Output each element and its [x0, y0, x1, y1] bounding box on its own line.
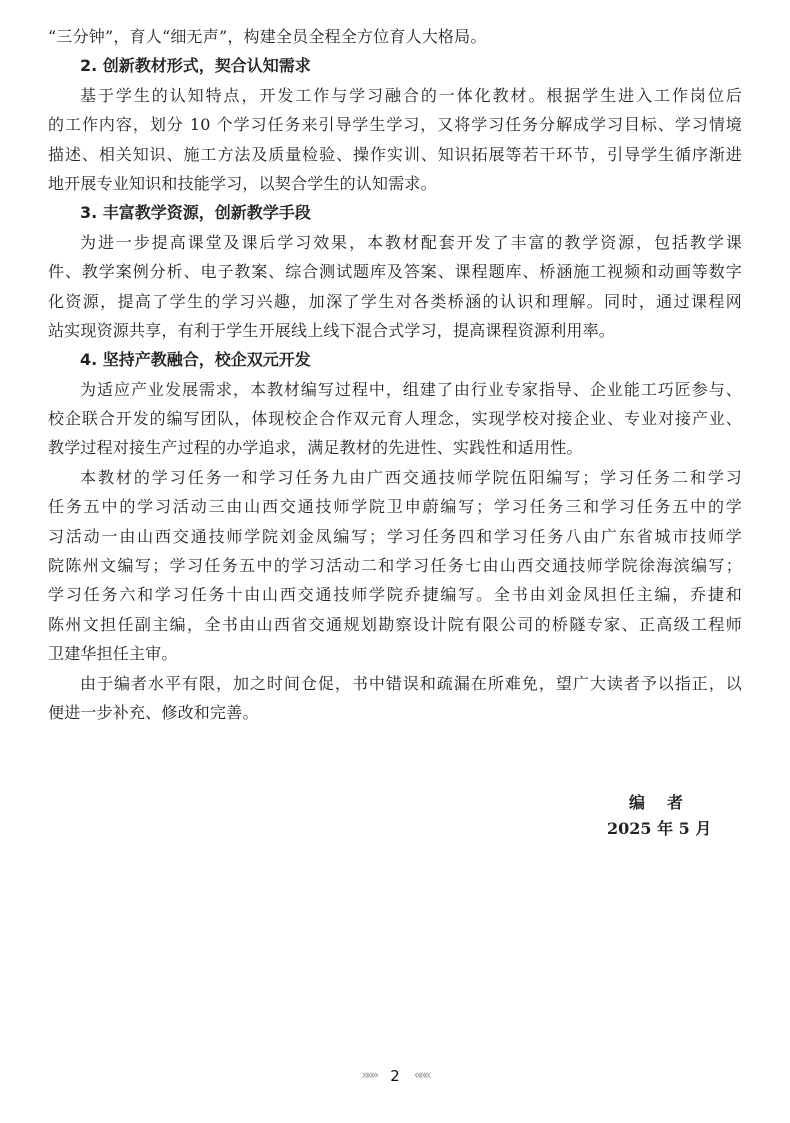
paragraph-line: 院陈州文编写；学习任务五中的学习活动二和学习任务七由山西交通技师学院徐海滨编写；	[48, 556, 742, 576]
signature-block	[607, 790, 727, 842]
section-heading-2: 2. 创新教材形式，契合认知需求	[80, 56, 311, 76]
chevron-right-ornament-icon: »»»	[361, 1068, 377, 1083]
paragraph-line: 地开展专业知识和技能学习，以契合学生的认知需求。	[48, 173, 437, 193]
paragraph-line: 基于学生的认知特点，开发工作与学习融合的一体化教材。根据学生进入工作岗位后	[80, 85, 742, 105]
signature-date: 2025 年 5 月	[607, 819, 712, 838]
section-heading-3: 3. 丰富教学资源，创新教学手段	[80, 203, 311, 223]
paragraph-line: 的工作内容，划分 10 个学习任务来引导学生学习，又将学习任务分解成学习目标、学习情境	[48, 115, 742, 135]
document-body	[48, 22, 742, 727]
paragraph-line: 站实现资源共享，有利于学生开展线上线下混合式学习，提高课程资源利用率。	[48, 320, 616, 340]
paragraph-line: 学习任务六和学习任务十由山西交通技师学院乔捷编写。全书由刘金凤担任主编，乔捷和	[48, 585, 742, 605]
paragraph-line: 件、教学案例分析、电子教案、综合测试题库及答案、课程题库、桥涵施工视频和动画等数字	[48, 262, 742, 282]
page-number: 2	[390, 1067, 400, 1085]
section-heading-4: 4. 坚持产教融合，校企双元开发	[80, 350, 311, 370]
paragraph-line: 描述、相关知识、施工方法及质量检验、操作实训、知识拓展等若干环节，引导学生循序渐进	[48, 144, 742, 164]
paragraph-line: “三分钟”，育人“细无声”，构建全员全程全方位育人大格局。	[48, 27, 487, 46]
paragraph-line: 习活动一由山西交通技师学院刘金凤编写；学习任务四和学习任务八由广东省城市技师学	[48, 526, 742, 546]
paragraph-line: 本教材的学习任务一和学习任务九由广西交通技师学院伍阳编写；学习任务二和学习	[80, 467, 742, 487]
page-footer	[0, 1065, 790, 1087]
paragraph-line: 为适应产业发展需求，本教材编写过程中，组建了由行业专家指导、企业能工巧匠参与、	[80, 379, 742, 399]
paragraph-line: 化资源，提高了学生的学习兴趣，加深了学生对各类桥涵的认识和理解。同时，通过课程网	[48, 291, 742, 311]
paragraph-line: 为进一步提高课堂及课后学习效果，本教材配套开发了丰富的教学资源，包括教学课	[80, 232, 742, 252]
paragraph-line: 由于编者水平有限，加之时间仓促，书中错误和疏漏在所难免，望广大读者予以指正，以	[80, 673, 742, 693]
paragraph-line: 校企联合开发的编写团队，体现校企合作双元育人理念，实现学校对接企业、专业对接产业、	[48, 409, 742, 429]
paragraph-line: 卫建华担任主审。	[48, 644, 178, 664]
chevron-left-ornament-icon: «««	[413, 1068, 429, 1083]
paragraph-line: 陈州文担任副主编，全书由山西省交通规划勘察设计院有限公司的桥隧专家、正高级工程师	[48, 614, 742, 634]
author-signature: 编者	[629, 793, 706, 812]
paragraph-line: 任务五中的学习活动三由山西交通技师学院卫申蔚编写；学习任务三和学习任务五中的学	[48, 497, 742, 517]
paragraph-line: 教学过程对接生产过程的办学追求，满足教材的先进性、实践性和适用性。	[48, 438, 583, 458]
paragraph-line: 便进一步补充、修改和完善。	[48, 702, 259, 722]
